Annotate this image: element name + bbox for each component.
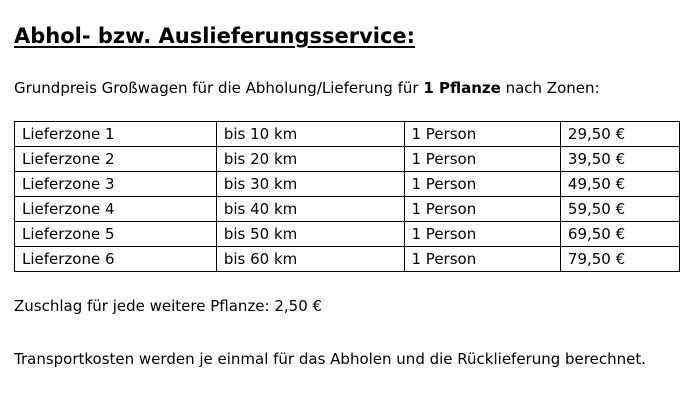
table-row <box>15 122 680 147</box>
price-cell: 79,50 € <box>560 247 679 272</box>
zone-cell: Lieferzone 6 <box>15 247 217 272</box>
persons-cell: 1 Person <box>404 147 560 172</box>
distance-cell: bis 20 km <box>216 147 404 172</box>
intro-prefix: Grundpreis Großwagen für die Abholung/Lieferung für <box>14 79 424 97</box>
distance-cell: bis 40 km <box>216 197 404 222</box>
zone-cell: Lieferzone 5 <box>15 222 217 247</box>
persons-cell: 1 Person <box>404 197 560 222</box>
price-cell: 29,50 € <box>560 122 679 147</box>
table-row <box>15 172 680 197</box>
zone-cell: Lieferzone 2 <box>15 147 217 172</box>
table-row <box>15 222 680 247</box>
distance-cell: bis 60 km <box>216 247 404 272</box>
price-cell: 69,50 € <box>560 222 679 247</box>
distance-cell: bis 50 km <box>216 222 404 247</box>
persons-cell: 1 Person <box>404 172 560 197</box>
intro-bold: 1 Pflanze <box>423 79 501 97</box>
persons-cell: 1 Person <box>404 122 560 147</box>
zone-cell: Lieferzone 3 <box>15 172 217 197</box>
price-cell: 39,50 € <box>560 147 679 172</box>
price-cell: 59,50 € <box>560 197 679 222</box>
zone-cell: Lieferzone 4 <box>15 197 217 222</box>
persons-cell: 1 Person <box>404 247 560 272</box>
page-title: Abhol- bzw. Auslieferungsservice: <box>14 24 416 48</box>
price-cell: 49,50 € <box>560 172 679 197</box>
distance-cell: bis 30 km <box>216 172 404 197</box>
transport-note: Transportkosten werden je einmal für das Abholen und die Rücklieferung berechnet. <box>14 350 646 368</box>
zone-price-table <box>14 121 680 272</box>
distance-cell: bis 10 km <box>216 122 404 147</box>
persons-cell: 1 Person <box>404 222 560 247</box>
intro-suffix: nach Zonen: <box>500 79 600 97</box>
table-row <box>15 247 680 272</box>
table-row <box>15 197 680 222</box>
intro-text <box>14 79 600 97</box>
zone-cell: Lieferzone 1 <box>15 122 217 147</box>
surcharge-text: Zuschlag für jede weitere Pflanze: 2,50 € <box>14 297 323 315</box>
table-row <box>15 147 680 172</box>
